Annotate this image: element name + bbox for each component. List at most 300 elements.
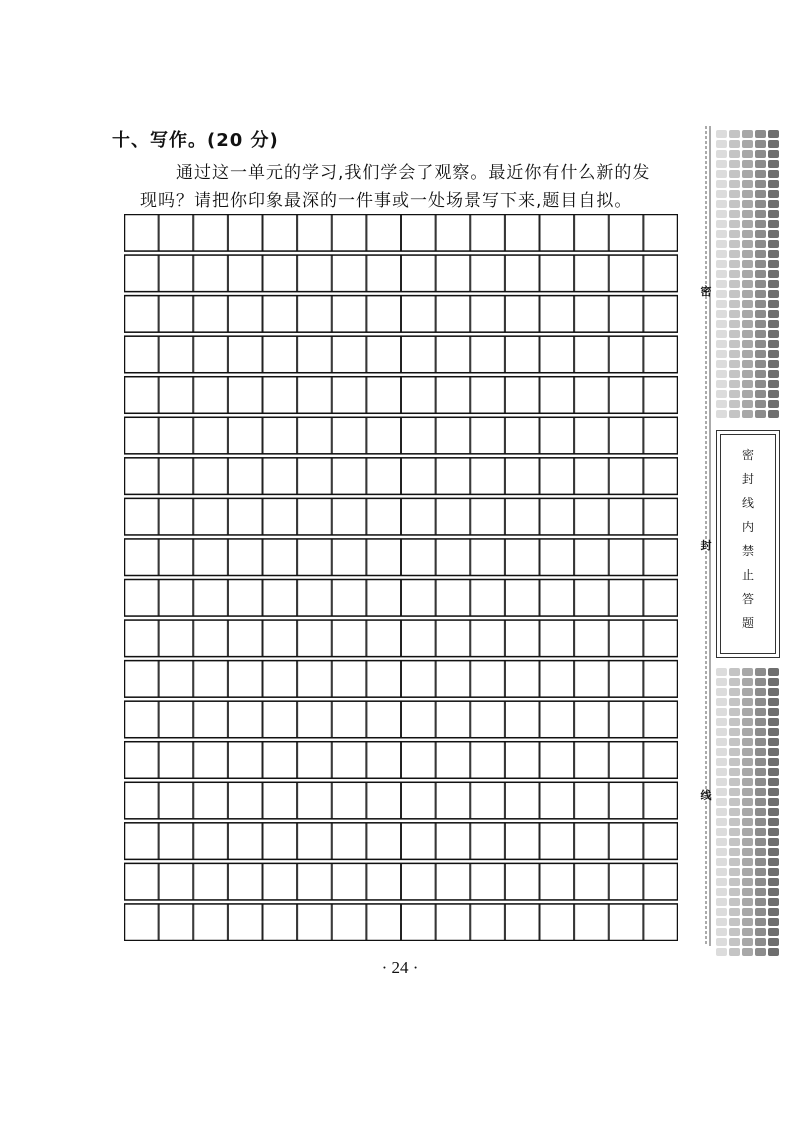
grid-cell[interactable] (540, 863, 574, 900)
grid-cell[interactable] (367, 255, 401, 292)
grid-cell[interactable] (402, 661, 436, 698)
grid-cell[interactable] (505, 904, 539, 941)
grid-cell[interactable] (228, 498, 262, 535)
grid-cell[interactable] (367, 417, 401, 454)
grid-cell[interactable] (298, 539, 332, 576)
grid-cell[interactable] (644, 701, 678, 738)
grid-cell[interactable] (194, 580, 228, 617)
grid-cell[interactable] (540, 255, 574, 292)
grid-cell[interactable] (575, 377, 609, 414)
grid-cell[interactable] (125, 498, 159, 535)
grid-cell[interactable] (644, 417, 678, 454)
grid-cell[interactable] (505, 539, 539, 576)
writing-grid[interactable] (124, 214, 678, 941)
grid-cell[interactable] (436, 661, 470, 698)
grid-cell[interactable] (609, 620, 643, 657)
grid-cell[interactable] (436, 701, 470, 738)
grid-row[interactable] (125, 215, 678, 252)
grid-cell[interactable] (159, 863, 193, 900)
grid-cell[interactable] (609, 255, 643, 292)
grid-cell[interactable] (609, 215, 643, 252)
grid-cell[interactable] (540, 742, 574, 779)
grid-cell[interactable] (575, 782, 609, 819)
grid-cell[interactable] (505, 661, 539, 698)
grid-cell[interactable] (644, 336, 678, 373)
grid-cell[interactable] (298, 498, 332, 535)
grid-row[interactable] (125, 904, 678, 941)
grid-cell[interactable] (402, 580, 436, 617)
grid-cell[interactable] (575, 255, 609, 292)
grid-cell[interactable] (505, 336, 539, 373)
grid-cell[interactable] (505, 377, 539, 414)
grid-cell[interactable] (436, 377, 470, 414)
grid-cell[interactable] (540, 701, 574, 738)
grid-cell[interactable] (263, 498, 297, 535)
grid-cell[interactable] (505, 580, 539, 617)
grid-cell[interactable] (609, 580, 643, 617)
grid-cell[interactable] (159, 215, 193, 252)
grid-cell[interactable] (644, 620, 678, 657)
grid-cell[interactable] (402, 296, 436, 333)
grid-cell[interactable] (125, 377, 159, 414)
grid-cell[interactable] (332, 904, 366, 941)
grid-cell[interactable] (125, 904, 159, 941)
grid-cell[interactable] (436, 336, 470, 373)
grid-cell[interactable] (540, 904, 574, 941)
grid-cell[interactable] (471, 417, 505, 454)
grid-cell[interactable] (436, 417, 470, 454)
grid-cell[interactable] (228, 742, 262, 779)
grid-cell[interactable] (228, 458, 262, 495)
grid-cell[interactable] (505, 296, 539, 333)
grid-cell[interactable] (159, 377, 193, 414)
grid-cell[interactable] (194, 417, 228, 454)
grid-cell[interactable] (540, 661, 574, 698)
grid-cell[interactable] (436, 255, 470, 292)
grid-row[interactable] (125, 458, 678, 495)
grid-cell[interactable] (194, 215, 228, 252)
grid-cell[interactable] (367, 336, 401, 373)
grid-row[interactable] (125, 701, 678, 738)
grid-cell[interactable] (159, 701, 193, 738)
grid-cell[interactable] (540, 580, 574, 617)
grid-cell[interactable] (436, 539, 470, 576)
grid-cell[interactable] (194, 336, 228, 373)
grid-cell[interactable] (194, 539, 228, 576)
grid-cell[interactable] (298, 458, 332, 495)
grid-cell[interactable] (644, 498, 678, 535)
grid-cell[interactable] (471, 904, 505, 941)
grid-cell[interactable] (471, 458, 505, 495)
grid-cell[interactable] (125, 742, 159, 779)
grid-cell[interactable] (644, 661, 678, 698)
grid-cell[interactable] (402, 742, 436, 779)
grid-cell[interactable] (228, 904, 262, 941)
grid-cell[interactable] (263, 742, 297, 779)
grid-cell[interactable] (125, 701, 159, 738)
grid-cell[interactable] (644, 742, 678, 779)
grid-cell[interactable] (436, 904, 470, 941)
grid-cell[interactable] (609, 701, 643, 738)
grid-cell[interactable] (263, 580, 297, 617)
grid-cell[interactable] (298, 701, 332, 738)
grid-cell[interactable] (644, 580, 678, 617)
grid-cell[interactable] (609, 336, 643, 373)
grid-cell[interactable] (644, 904, 678, 941)
grid-cell[interactable] (644, 255, 678, 292)
grid-cell[interactable] (644, 458, 678, 495)
grid-row[interactable] (125, 336, 678, 373)
grid-row[interactable] (125, 498, 678, 535)
grid-cell[interactable] (471, 620, 505, 657)
grid-cell[interactable] (332, 661, 366, 698)
grid-cell[interactable] (194, 904, 228, 941)
grid-cell[interactable] (125, 863, 159, 900)
grid-cell[interactable] (263, 417, 297, 454)
grid-cell[interactable] (644, 539, 678, 576)
grid-cell[interactable] (332, 255, 366, 292)
grid-cell[interactable] (471, 255, 505, 292)
grid-cell[interactable] (332, 863, 366, 900)
grid-cell[interactable] (263, 255, 297, 292)
grid-cell[interactable] (228, 377, 262, 414)
grid-cell[interactable] (332, 336, 366, 373)
grid-cell[interactable] (575, 904, 609, 941)
grid-cell[interactable] (367, 620, 401, 657)
grid-cell[interactable] (194, 701, 228, 738)
grid-cell[interactable] (298, 417, 332, 454)
grid-row[interactable] (125, 580, 678, 617)
grid-cell[interactable] (436, 782, 470, 819)
grid-cell[interactable] (471, 498, 505, 535)
grid-cell[interactable] (402, 498, 436, 535)
grid-cell[interactable] (644, 215, 678, 252)
grid-cell[interactable] (263, 377, 297, 414)
grid-cell[interactable] (402, 620, 436, 657)
grid-row[interactable] (125, 620, 678, 657)
grid-row[interactable] (125, 863, 678, 900)
grid-cell[interactable] (436, 296, 470, 333)
grid-cell[interactable] (575, 498, 609, 535)
grid-cell[interactable] (159, 458, 193, 495)
grid-cell[interactable] (505, 458, 539, 495)
grid-cell[interactable] (298, 823, 332, 860)
grid-cell[interactable] (644, 296, 678, 333)
grid-cell[interactable] (436, 742, 470, 779)
grid-cell[interactable] (575, 580, 609, 617)
grid-cell[interactable] (263, 539, 297, 576)
grid-cell[interactable] (332, 742, 366, 779)
grid-cell[interactable] (159, 539, 193, 576)
grid-cell[interactable] (228, 863, 262, 900)
grid-cell[interactable] (263, 458, 297, 495)
grid-cell[interactable] (298, 336, 332, 373)
grid-cell[interactable] (194, 742, 228, 779)
grid-cell[interactable] (471, 336, 505, 373)
grid-cell[interactable] (575, 539, 609, 576)
grid-cell[interactable] (367, 580, 401, 617)
grid-cell[interactable] (263, 782, 297, 819)
grid-cell[interactable] (263, 336, 297, 373)
grid-cell[interactable] (228, 255, 262, 292)
grid-cell[interactable] (575, 863, 609, 900)
grid-cell[interactable] (367, 498, 401, 535)
grid-cell[interactable] (505, 701, 539, 738)
grid-row[interactable] (125, 742, 678, 779)
grid-cell[interactable] (402, 904, 436, 941)
grid-cell[interactable] (436, 823, 470, 860)
grid-cell[interactable] (125, 661, 159, 698)
grid-cell[interactable] (125, 620, 159, 657)
grid-cell[interactable] (367, 782, 401, 819)
grid-cell[interactable] (194, 661, 228, 698)
grid-cell[interactable] (332, 539, 366, 576)
grid-cell[interactable] (159, 255, 193, 292)
grid-cell[interactable] (575, 701, 609, 738)
grid-cell[interactable] (436, 620, 470, 657)
grid-cell[interactable] (159, 498, 193, 535)
grid-cell[interactable] (194, 498, 228, 535)
grid-cell[interactable] (228, 782, 262, 819)
grid-cell[interactable] (402, 823, 436, 860)
grid-cell[interactable] (298, 904, 332, 941)
grid-cell[interactable] (367, 377, 401, 414)
grid-cell[interactable] (125, 417, 159, 454)
grid-cell[interactable] (367, 539, 401, 576)
grid-cell[interactable] (125, 782, 159, 819)
grid-cell[interactable] (471, 539, 505, 576)
grid-cell[interactable] (575, 417, 609, 454)
grid-cell[interactable] (505, 823, 539, 860)
grid-cell[interactable] (505, 417, 539, 454)
grid-cell[interactable] (644, 782, 678, 819)
grid-cell[interactable] (471, 377, 505, 414)
grid-cell[interactable] (298, 580, 332, 617)
grid-cell[interactable] (609, 417, 643, 454)
grid-cell[interactable] (125, 458, 159, 495)
grid-cell[interactable] (540, 377, 574, 414)
grid-row[interactable] (125, 539, 678, 576)
grid-cell[interactable] (367, 904, 401, 941)
grid-cell[interactable] (332, 701, 366, 738)
grid-cell[interactable] (194, 296, 228, 333)
grid-cell[interactable] (436, 215, 470, 252)
grid-cell[interactable] (194, 377, 228, 414)
grid-cell[interactable] (471, 823, 505, 860)
grid-cell[interactable] (540, 215, 574, 252)
grid-cell[interactable] (263, 620, 297, 657)
grid-cell[interactable] (263, 823, 297, 860)
grid-cell[interactable] (159, 661, 193, 698)
grid-cell[interactable] (540, 498, 574, 535)
grid-cell[interactable] (402, 863, 436, 900)
grid-cell[interactable] (609, 458, 643, 495)
grid-cell[interactable] (228, 701, 262, 738)
grid-cell[interactable] (159, 580, 193, 617)
grid-cell[interactable] (471, 215, 505, 252)
grid-cell[interactable] (575, 336, 609, 373)
grid-cell[interactable] (228, 215, 262, 252)
grid-cell[interactable] (228, 661, 262, 698)
grid-cell[interactable] (194, 620, 228, 657)
grid-cell[interactable] (471, 863, 505, 900)
grid-cell[interactable] (367, 296, 401, 333)
grid-cell[interactable] (263, 904, 297, 941)
grid-cell[interactable] (471, 701, 505, 738)
grid-cell[interactable] (263, 661, 297, 698)
grid-cell[interactable] (298, 215, 332, 252)
grid-cell[interactable] (609, 539, 643, 576)
grid-cell[interactable] (505, 498, 539, 535)
grid-cell[interactable] (125, 539, 159, 576)
grid-cell[interactable] (609, 782, 643, 819)
grid-cell[interactable] (298, 620, 332, 657)
grid-cell[interactable] (575, 742, 609, 779)
grid-cell[interactable] (540, 296, 574, 333)
grid-cell[interactable] (644, 863, 678, 900)
grid-cell[interactable] (367, 863, 401, 900)
grid-cell[interactable] (609, 742, 643, 779)
grid-cell[interactable] (298, 377, 332, 414)
grid-cell[interactable] (505, 255, 539, 292)
grid-cell[interactable] (159, 904, 193, 941)
grid-cell[interactable] (332, 498, 366, 535)
grid-cell[interactable] (505, 863, 539, 900)
grid-cell[interactable] (471, 580, 505, 617)
grid-cell[interactable] (609, 661, 643, 698)
grid-cell[interactable] (402, 417, 436, 454)
grid-cell[interactable] (125, 823, 159, 860)
grid-cell[interactable] (332, 377, 366, 414)
grid-cell[interactable] (159, 823, 193, 860)
grid-cell[interactable] (436, 458, 470, 495)
grid-cell[interactable] (402, 701, 436, 738)
grid-cell[interactable] (471, 296, 505, 333)
grid-cell[interactable] (194, 863, 228, 900)
grid-cell[interactable] (332, 458, 366, 495)
grid-cell[interactable] (609, 863, 643, 900)
grid-cell[interactable] (332, 580, 366, 617)
grid-cell[interactable] (471, 742, 505, 779)
grid-cell[interactable] (194, 823, 228, 860)
grid-cell[interactable] (228, 417, 262, 454)
grid-cell[interactable] (367, 661, 401, 698)
grid-cell[interactable] (402, 336, 436, 373)
grid-cell[interactable] (402, 255, 436, 292)
grid-cell[interactable] (332, 782, 366, 819)
grid-cell[interactable] (298, 742, 332, 779)
grid-row[interactable] (125, 417, 678, 454)
grid-cell[interactable] (609, 823, 643, 860)
grid-cell[interactable] (125, 580, 159, 617)
grid-cell[interactable] (540, 417, 574, 454)
grid-cell[interactable] (575, 296, 609, 333)
grid-cell[interactable] (609, 377, 643, 414)
grid-cell[interactable] (609, 498, 643, 535)
grid-row[interactable] (125, 782, 678, 819)
grid-cell[interactable] (402, 782, 436, 819)
grid-cell[interactable] (644, 377, 678, 414)
grid-cell[interactable] (263, 296, 297, 333)
grid-cell[interactable] (159, 782, 193, 819)
grid-cell[interactable] (263, 701, 297, 738)
grid-cell[interactable] (228, 539, 262, 576)
grid-cell[interactable] (125, 255, 159, 292)
grid-cell[interactable] (402, 539, 436, 576)
grid-cell[interactable] (332, 417, 366, 454)
grid-row[interactable] (125, 255, 678, 292)
grid-cell[interactable] (332, 215, 366, 252)
grid-cell[interactable] (367, 215, 401, 252)
grid-cell[interactable] (332, 296, 366, 333)
grid-cell[interactable] (125, 336, 159, 373)
grid-cell[interactable] (159, 296, 193, 333)
grid-cell[interactable] (228, 620, 262, 657)
grid-cell[interactable] (263, 215, 297, 252)
grid-cell[interactable] (228, 336, 262, 373)
grid-cell[interactable] (505, 742, 539, 779)
grid-cell[interactable] (367, 823, 401, 860)
grid-row[interactable] (125, 661, 678, 698)
grid-cell[interactable] (228, 823, 262, 860)
grid-cell[interactable] (540, 336, 574, 373)
grid-cell[interactable] (263, 863, 297, 900)
grid-cell[interactable] (228, 580, 262, 617)
grid-cell[interactable] (436, 863, 470, 900)
grid-cell[interactable] (298, 296, 332, 333)
grid-cell[interactable] (575, 620, 609, 657)
grid-cell[interactable] (540, 458, 574, 495)
grid-cell[interactable] (228, 296, 262, 333)
grid-cell[interactable] (194, 255, 228, 292)
grid-cell[interactable] (298, 661, 332, 698)
grid-cell[interactable] (298, 782, 332, 819)
grid-cell[interactable] (194, 458, 228, 495)
grid-row[interactable] (125, 823, 678, 860)
grid-cell[interactable] (505, 782, 539, 819)
grid-cell[interactable] (402, 377, 436, 414)
grid-cell[interactable] (575, 458, 609, 495)
grid-cell[interactable] (298, 255, 332, 292)
grid-cell[interactable] (609, 296, 643, 333)
grid-cell[interactable] (194, 782, 228, 819)
grid-cell[interactable] (125, 215, 159, 252)
grid-cell[interactable] (471, 661, 505, 698)
grid-row[interactable] (125, 377, 678, 414)
grid-cell[interactable] (436, 580, 470, 617)
grid-cell[interactable] (159, 336, 193, 373)
grid-cell[interactable] (575, 215, 609, 252)
grid-cell[interactable] (505, 620, 539, 657)
grid-cell[interactable] (159, 417, 193, 454)
grid-cell[interactable] (402, 215, 436, 252)
grid-cell[interactable] (332, 620, 366, 657)
grid-cell[interactable] (609, 904, 643, 941)
grid-cell[interactable] (436, 498, 470, 535)
grid-cell[interactable] (505, 215, 539, 252)
grid-cell[interactable] (159, 620, 193, 657)
grid-cell[interactable] (367, 742, 401, 779)
grid-cell[interactable] (367, 701, 401, 738)
grid-cell[interactable] (332, 823, 366, 860)
grid-cell[interactable] (575, 661, 609, 698)
grid-cell[interactable] (540, 823, 574, 860)
grid-cell[interactable] (644, 823, 678, 860)
grid-cell[interactable] (159, 742, 193, 779)
grid-cell[interactable] (540, 782, 574, 819)
grid-cell[interactable] (298, 863, 332, 900)
grid-cell[interactable] (402, 458, 436, 495)
